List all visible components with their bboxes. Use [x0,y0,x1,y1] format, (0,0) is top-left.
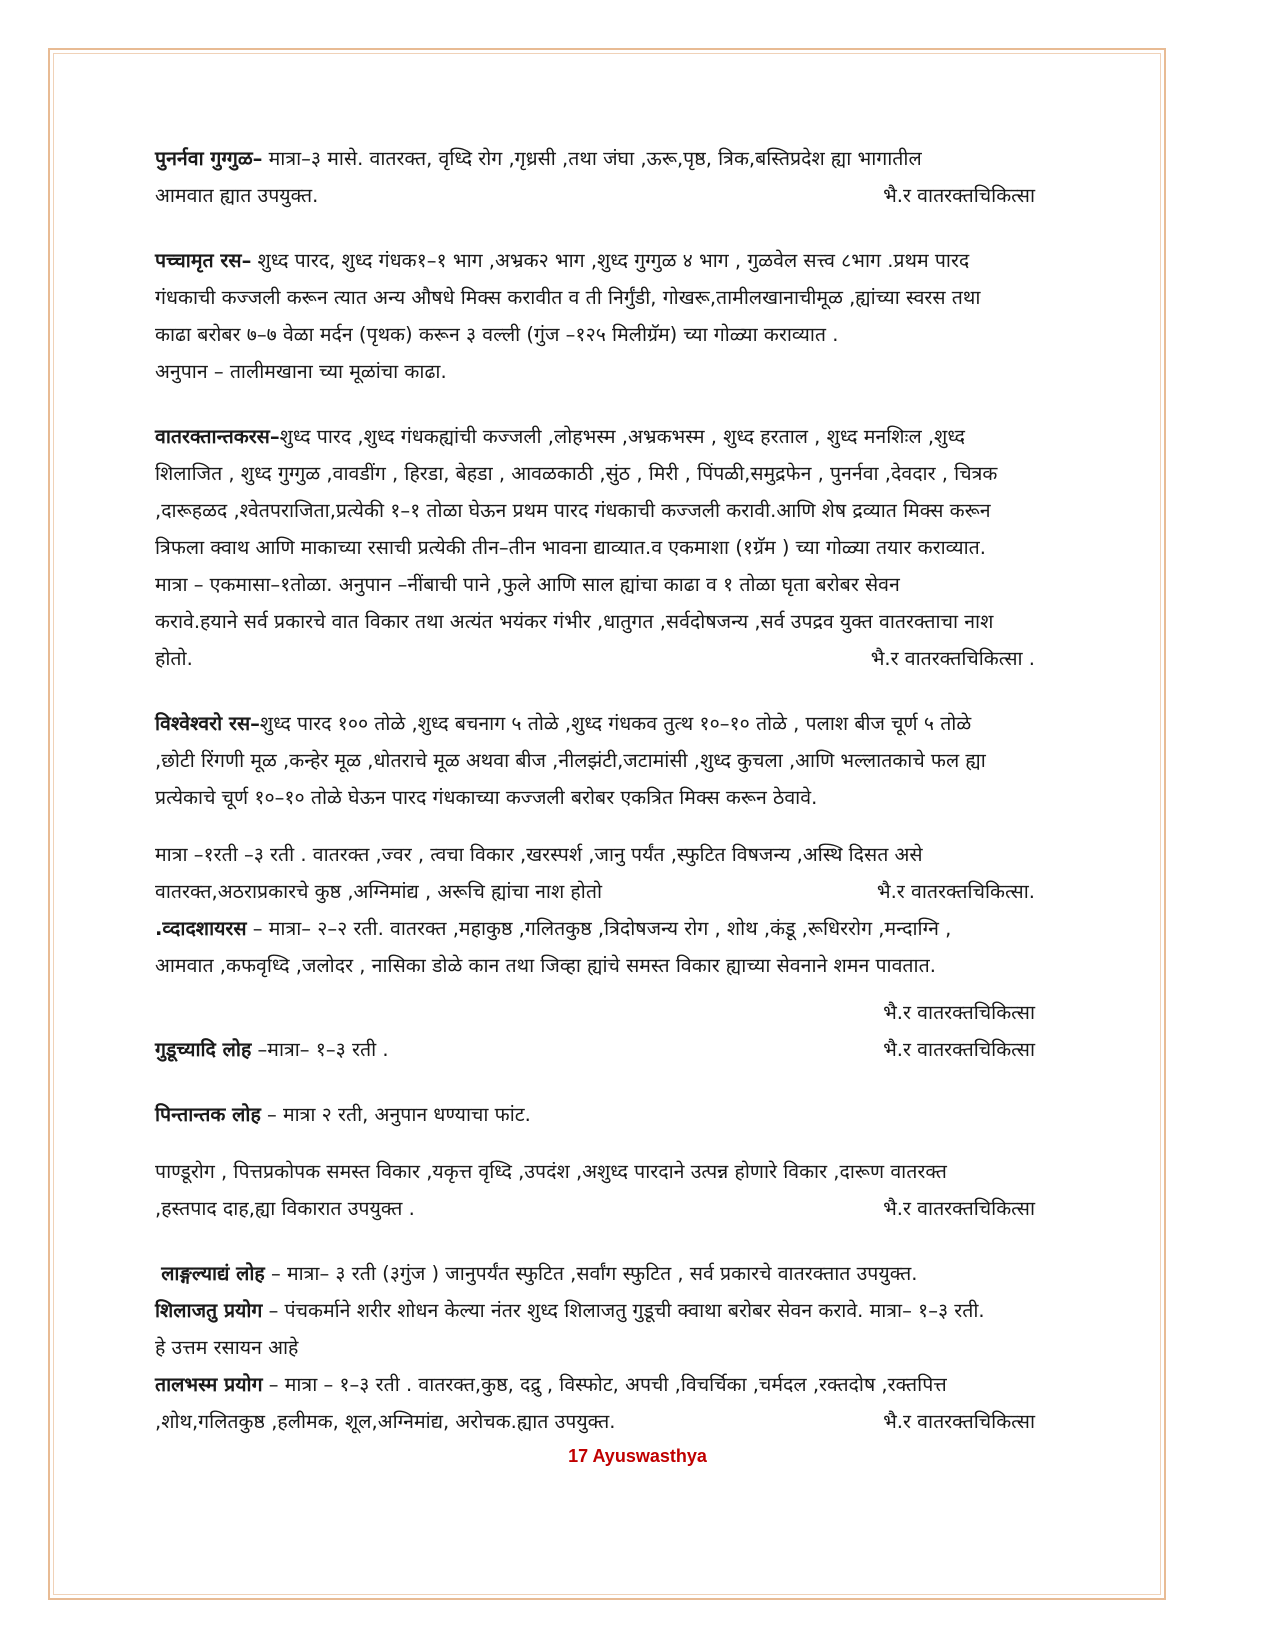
section-text: –मात्रा– १–३ रती . [251,1038,389,1061]
section-vishveshvaro-ras [155,705,1075,910]
section-dvadashayaras [155,910,1075,1031]
reference-citation: भै.र वातरक्तचिकित्सा [883,1001,1035,1024]
section-title: गुडूच्यादि लोह [155,1038,252,1061]
section-text: ,शोथ,गलितकुष्ठ ,हलीमक, शूल,अग्निमांद्य, अरोचक.ह्यात उपयुक्त. [155,1410,616,1433]
section-punarnava-guggul [155,140,1075,214]
reference-citation: भै.र वातरक्तचिकित्सा [883,1038,1035,1061]
page-footer: 17 Ayuswasthya [568,1446,707,1466]
section-text: गंधकाची कज्जली करून त्यात अन्य औषधे मिक्स करावीत व ती निर्गुंडी, गोखरू,तामीलखानाचीमूळ ,ह्यांच्या स्वरस तथा [155,286,981,309]
section-shilajatu-prayog [155,1292,1075,1366]
section-text: प्रत्येकाचे चूर्ण १०–१० तोळे घेऊन पारद गंधकाच्या कज्जली बरोबर एकत्रित मिक्स करून ठेवावे. [155,786,818,809]
document-body [155,140,1075,1440]
section-text: शिलाजित , शुध्द गुग्गुळ ,वावडींग , हिरडा, बेहडा , आवळकाठी ,सुंठ , मिरी , पिंपळी,समुद्रफेन , पुनर्नवा ,देवदार , चित्रक [155,462,998,485]
section-text: ,दारूहळद ,श्वेतपराजिता,प्रत्येकी १–१ तोळा घेऊन प्रथम पारद गंधकाची कज्जली करावी.आणि शेष द्रव्यात मिक्स करून [155,499,991,522]
section-text: मात्रा – एकमासा–१तोळा. अनुपान –नींबाची पाने ,फुले आणि साल ह्यांचा काढा व १ तोळा घृता बरोबर सेवन [155,573,900,596]
section-text: ,हस्तपाद दाह,ह्या विकारात उपयुक्त . [155,1197,415,1220]
section-text: शुध्द पारद ,शुध्द गंधकह्यांची कज्जली ,लोहभस्म ,अभ्रकभस्म , शुध्द हरताल , शुध्द मनशिःल ,शुध्द [279,425,966,448]
section-title: पच्चामृत रस– [155,249,252,272]
section-text: – मात्रा – १–३ रती . वातरक्त,कुष्ठ, दद्रु , विस्फोट, अपची ,विचर्चिका ,चर्मदल ,रक्तदोष ,रक्तपित्त [262,1373,947,1396]
section-text: अनुपान – तालीमखाना च्या मूळांचा काढा. [155,360,447,383]
section-title: लाङ्गल्याद्यं लोह [161,1262,265,1285]
section-text: काढा बरोबर ७–७ वेळा मर्दन (पृथक) करून ३ वल्ली (गुंज –१२५ मिलीग्रॅम) च्या गोळ्या कराव्यात . [155,323,839,346]
section-title: पिन्तान्तक लोह [155,1103,261,1126]
section-text: आमवात ,कफवृध्दि ,जलोदर , नासिका डोळे कान तथा जिव्हा ह्यांचे समस्त विकार ह्याच्या सेवनाने शमन पावतात. [155,954,936,977]
section-title: पुनर्नवा गुग्गुळ– [155,147,263,170]
section-panchamrut-ras [155,242,1075,390]
reference-citation: भै.र वातरक्तचिकित्सा . [870,647,1035,670]
section-text: – मात्रा– ३ रती (३गुंज ) जानुपर्यंत स्फुटित ,सर्वांग स्फुटित , सर्व प्रकारचे वातरक्तात उपयुक्त. [264,1262,918,1285]
section-text: पाण्डूरोग , पित्तप्रकोपक समस्त विकार ,यकृत्त वृध्दि ,उपदंश ,अशुध्द पारदाने उत्पन्न होणारे विकार ,दारूण वातरक्त [155,1160,947,1183]
section-text: – पंचकर्माने शरीर शोधन केल्या नंतर शुध्द शिलाजतु गुडूची क्वाथा बरोबर सेवन करावे. मात्रा– १–३ रती. [262,1299,985,1322]
section-langalyadyam-loh [155,1255,1075,1292]
reference-citation: भै.र वातरक्तचिकित्सा [883,1197,1035,1220]
section-text: वातरक्त,अठराप्रकारचे कुष्ठ ,अग्निमांद्य , अरूचि ह्यांचा नाश होतो [155,880,602,903]
section-text: – मात्रा– २–२ रती. वातरक्त ,महाकुष्ठ ,गलितकुष्ठ ,त्रिदोषजन्य रोग , शोथ ,कंडू ,रूधिररोग ,मन्दाग्नि , [246,917,952,940]
section-text: त्रिफला क्वाथ आणि माकाच्या रसाची प्रत्येकी तीन–तीन भावना द्याव्यात.व एकमाशा (१ग्रॅम ) च्या गोळ्या तयार कराव्यात. [155,536,986,559]
section-pittantak-loh [155,1096,1075,1227]
section-talbhasma-prayog [155,1366,1075,1440]
section-text: शुध्द पारद १०० तोळे ,शुध्द बचनाग ५ तोळे ,शुध्द गंधकव तुत्थ १०–१० तोळे , पलाश बीज चूर्ण ५ तोळे [259,712,972,735]
section-text: ,छोटी रिंगणी मूळ ,कन्हेर मूळ ,धोतराचे मूळ अथवा बीज ,नीलझंटी,जटामांसी ,शुध्द कुचला ,आणि भल्लातकाचे फल ह्या [155,749,986,772]
section-title: तालभस्म प्रयोग [155,1373,263,1396]
reference-citation: भै.र वातरक्तचिकित्सा [883,1410,1035,1433]
section-vatraktantak-ras [155,418,1075,677]
reference-citation: भै.र वातरक्तचिकित्सा. [876,880,1035,903]
section-text: मात्रा–३ मासे. वातरक्त, वृध्दि रोग ,गृध्रसी ,तथा जंघा ,ऊरू,पृष्ठ, त्रिक,बस्तिप्रदेश ह्या भागातील [262,147,922,170]
section-text: शुध्द पारद, शुध्द गंधक१–१ भाग ,अभ्रक२ भाग ,शुध्द गुग्गुळ ४ भाग , गुळवेल सत्त्व ८भाग .प्रथम पारद [251,249,970,272]
section-text: होतो. [155,647,193,670]
section-title: वातरक्तान्तकरस– [155,425,280,448]
section-title: .व्दादशायरस [155,917,247,940]
section-text: करावे.हयाने सर्व प्रकारचे वात विकार तथा अत्यंत भयंकर गंभीर ,धातुगत ,सर्वदोषजन्य ,सर्व उपद्रव युक्त वातरक्ताचा नाश [155,610,994,633]
section-text: आमवात ह्यात उपयुक्त. [155,184,319,207]
section-title: शिलाजतु प्रयोग [155,1299,263,1322]
section-text: – मात्रा २ रती, अनुपान धण्याचा फांट. [260,1103,531,1126]
section-title: विश्वेश्वरो रस– [155,712,260,735]
section-guduchyadi-loh [155,1031,1075,1068]
reference-citation: भै.र वातरक्तचिकित्सा [883,184,1035,207]
section-text: हे उत्तम रसायन आहे [155,1336,299,1359]
section-text: मात्रा –१रती –३ रती . वातरक्त ,ज्वर , त्वचा विकार ,खरस्पर्श ,जानु पर्यंत ,स्फुटित विषजन्य ,अस्थि दिसत असे [155,843,923,866]
